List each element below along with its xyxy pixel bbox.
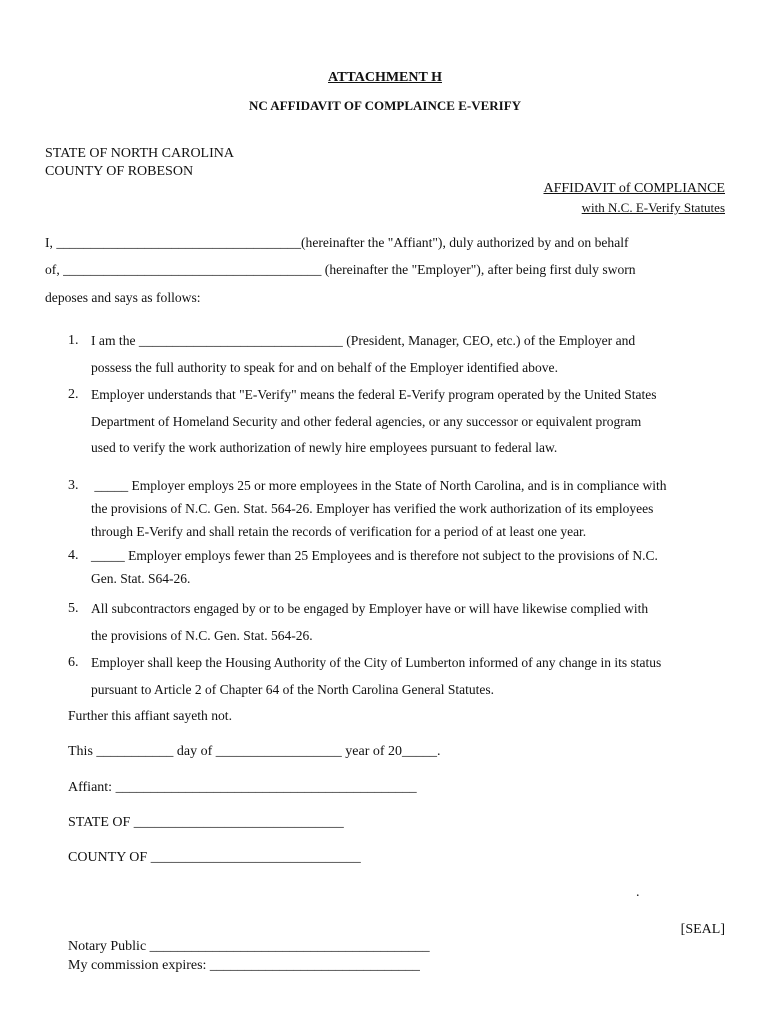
seal-placeholder: [SEAL] <box>680 922 725 937</box>
venue-county: COUNTY OF ROBESON <box>45 164 194 179</box>
item-number: 4. <box>68 548 79 563</box>
item-line: Department of Homeland Security and other federal agencies, or any successor or equivalent program <box>91 414 642 429</box>
closing-statement: Further this affiant sayeth not. <box>68 708 232 723</box>
item-line: Employer shall keep the Housing Authority of the City of Lumberton informed of any change in its status <box>91 655 662 670</box>
item-line: possess the full authority to speak for and on behalf of the Employer identified above. <box>91 360 558 375</box>
item-number: 5. <box>68 601 79 616</box>
intro-line-1: I, ____________________________________(hereinafter the "Affiant"), duly authorized by and on behalf <box>45 235 629 250</box>
date-line: This ___________ day of __________________ year of 20_____. <box>68 744 441 759</box>
attachment-title: ATTACHMENT H <box>328 70 442 85</box>
intro-line-3: deposes and says as follows: <box>45 290 201 305</box>
item-number: 2. <box>68 387 79 402</box>
item-line: I am the ______________________________ (President, Manager, CEO, etc.) of the Employer and <box>91 333 636 348</box>
item-line: used to verify the work authorization of newly hire employees pursuant to federal law. <box>91 440 558 455</box>
commission-expires-line: My commission expires: ______________________________ <box>68 958 420 973</box>
item-line: Employer understands that "E-Verify" means the federal E-Verify program operated by the United States <box>91 387 657 402</box>
item-line: pursuant to Article 2 of Chapter 64 of the North Carolina General Statutes. <box>91 682 495 697</box>
notary-public-line: Notary Public ________________________________________ <box>68 939 430 954</box>
item-number: 1. <box>68 333 79 348</box>
item-line: Gen. Stat. S64-26. <box>91 571 191 586</box>
item-line: the provisions of N.C. Gen. Stat. 564-26. Employer has verified the work authorization of its employees <box>91 501 654 516</box>
item-line: through E-Verify and shall retain the records of verification for a period of at least one year. <box>91 524 587 539</box>
stray-dot: . <box>636 885 640 900</box>
item-line: _____ Employer employs fewer than 25 Employees and is therefore not subject to the provisions of N.C. <box>91 548 658 563</box>
notary-state-line: STATE OF ______________________________ <box>68 815 344 830</box>
affiant-signature-line: Affiant: ___________________________________________ <box>68 780 417 795</box>
item-line: _____ Employer employs 25 or more employees in the State of North Carolina, and is in compliance with <box>91 478 667 493</box>
item-number: 6. <box>68 655 79 670</box>
notary-county-line: COUNTY OF ______________________________ <box>68 850 361 865</box>
venue-state: STATE OF NORTH CAROLINA <box>45 146 234 161</box>
item-number: 3. <box>68 478 79 493</box>
intro-line-2: of, ______________________________________ (hereinafter the "Employer"), after being first duly sworn <box>45 262 636 277</box>
caption-line-1: AFFIDAVIT of COMPLIANCE <box>543 181 725 196</box>
item-line: the provisions of N.C. Gen. Stat. 564-26. <box>91 628 313 643</box>
item-line: All subcontractors engaged by or to be engaged by Employer have or will have likewise complied with <box>91 601 649 616</box>
affidavit-subtitle: NC AFFIDAVIT OF COMPLAINCE E-VERIFY <box>248 98 522 113</box>
caption-line-2: with N.C. E-Verify Statutes <box>581 200 725 215</box>
